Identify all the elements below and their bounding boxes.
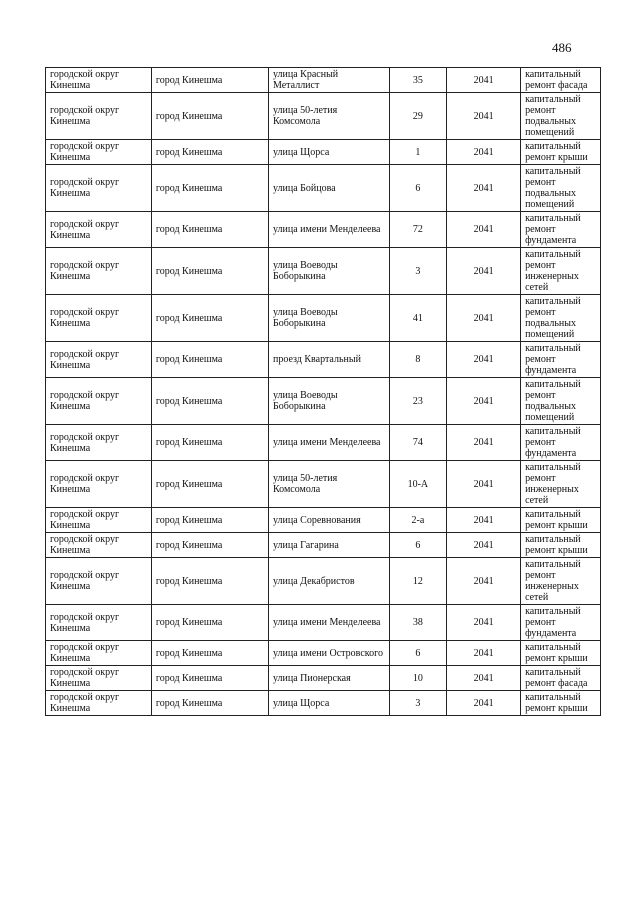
table-row <box>46 461 601 508</box>
table-cell: капитальный ремонт крыши <box>521 508 601 533</box>
table-cell: городской округ Кинешма <box>46 508 152 533</box>
table-cell: город Кинешма <box>151 342 268 378</box>
table-cell: городской округ Кинешма <box>46 378 152 425</box>
table-cell: капитальный ремонт крыши <box>521 691 601 716</box>
table-cell: 29 <box>389 93 447 140</box>
table-cell: проезд Квартальный <box>268 342 389 378</box>
table-cell: улица имени Менделеева <box>268 425 389 461</box>
table-cell: городской округ Кинешма <box>46 248 152 295</box>
table-cell: улица Воеводы Боборыкина <box>268 378 389 425</box>
table-cell: капитальный ремонт крыши <box>521 641 601 666</box>
table-cell: 10 <box>389 666 447 691</box>
table-cell: улица 50-летия Комсомола <box>268 461 389 508</box>
table-cell: 1 <box>389 140 447 165</box>
table-cell: 2-а <box>389 508 447 533</box>
table-cell: 2041 <box>447 248 521 295</box>
table-cell: 41 <box>389 295 447 342</box>
table-row <box>46 93 601 140</box>
table-row <box>46 666 601 691</box>
table-cell: 2041 <box>447 508 521 533</box>
table-cell: город Кинешма <box>151 533 268 558</box>
table-cell: 2041 <box>447 461 521 508</box>
table-cell: город Кинешма <box>151 378 268 425</box>
table-cell: капитальный ремонт подвальных помещений <box>521 93 601 140</box>
table-cell: капитальный ремонт фундамента <box>521 212 601 248</box>
table-row <box>46 68 601 93</box>
table-cell: улица Пионерская <box>268 666 389 691</box>
table-cell: городской округ Кинешма <box>46 212 152 248</box>
table-row <box>46 533 601 558</box>
table-cell: капитальный ремонт крыши <box>521 140 601 165</box>
table-row <box>46 558 601 605</box>
table-cell: капитальный ремонт фундамента <box>521 425 601 461</box>
table-cell: 2041 <box>447 691 521 716</box>
table-cell: 2041 <box>447 666 521 691</box>
table-cell: капитальный ремонт инженерных сетей <box>521 248 601 295</box>
table-cell: городской округ Кинешма <box>46 295 152 342</box>
table-cell: улица Щорса <box>268 691 389 716</box>
table-row <box>46 295 601 342</box>
table-cell: 2041 <box>447 165 521 212</box>
table-cell: 2041 <box>447 68 521 93</box>
table-cell: капитальный ремонт инженерных сетей <box>521 558 601 605</box>
table-cell: 2041 <box>447 378 521 425</box>
table-cell: 38 <box>389 605 447 641</box>
table-cell: городской округ Кинешма <box>46 605 152 641</box>
table-cell: капитальный ремонт подвальных помещений <box>521 378 601 425</box>
table-row <box>46 378 601 425</box>
table-row <box>46 425 601 461</box>
table-cell: 2041 <box>447 212 521 248</box>
table-cell: улица Гагарина <box>268 533 389 558</box>
table-cell: город Кинешма <box>151 558 268 605</box>
table-cell: капитальный ремонт крыши <box>521 533 601 558</box>
table-row <box>46 212 601 248</box>
table-cell: город Кинешма <box>151 93 268 140</box>
table-cell: 6 <box>389 641 447 666</box>
table-cell: город Кинешма <box>151 295 268 342</box>
table-cell: город Кинешма <box>151 140 268 165</box>
table-cell: улица Воеводы Боборыкина <box>268 295 389 342</box>
table-cell: город Кинешма <box>151 666 268 691</box>
table-row <box>46 508 601 533</box>
table-row <box>46 140 601 165</box>
table-cell: 2041 <box>447 93 521 140</box>
table-cell: 2041 <box>447 641 521 666</box>
table-cell: улица Щорса <box>268 140 389 165</box>
table-cell: 23 <box>389 378 447 425</box>
table-cell: 2041 <box>447 342 521 378</box>
table-cell: 8 <box>389 342 447 378</box>
table-cell: городской округ Кинешма <box>46 461 152 508</box>
table-cell: городской округ Кинешма <box>46 68 152 93</box>
table-cell: город Кинешма <box>151 248 268 295</box>
table-cell: улица 50-летия Комсомола <box>268 93 389 140</box>
table-cell: капитальный ремонт подвальных помещений <box>521 295 601 342</box>
table-cell: 2041 <box>447 533 521 558</box>
table-cell: городской округ Кинешма <box>46 165 152 212</box>
table-row <box>46 605 601 641</box>
table-cell: улица Красный Металлист <box>268 68 389 93</box>
table-cell: 6 <box>389 165 447 212</box>
repair-table <box>45 67 601 716</box>
table-cell: городской округ Кинешма <box>46 691 152 716</box>
table-cell: город Кинешма <box>151 605 268 641</box>
table-cell: 10-А <box>389 461 447 508</box>
table-cell: городской округ Кинешма <box>46 93 152 140</box>
table-cell: городской округ Кинешма <box>46 641 152 666</box>
table-cell: город Кинешма <box>151 165 268 212</box>
table-cell: город Кинешма <box>151 68 268 93</box>
table-cell: городской округ Кинешма <box>46 533 152 558</box>
table-cell: капитальный ремонт фасада <box>521 68 601 93</box>
table-cell: 2041 <box>447 558 521 605</box>
table-row <box>46 691 601 716</box>
table-cell: 12 <box>389 558 447 605</box>
table-cell: улица имени Менделеева <box>268 605 389 641</box>
table-row <box>46 641 601 666</box>
table-cell: 35 <box>389 68 447 93</box>
table-cell: капитальный ремонт фасада <box>521 666 601 691</box>
table-cell: город Кинешма <box>151 212 268 248</box>
table-cell: улица Воеводы Боборыкина <box>268 248 389 295</box>
table-cell: капитальный ремонт инженерных сетей <box>521 461 601 508</box>
table-cell: город Кинешма <box>151 691 268 716</box>
table-cell: улица Соревнования <box>268 508 389 533</box>
table-cell: 6 <box>389 533 447 558</box>
table-cell: городской округ Кинешма <box>46 425 152 461</box>
table-cell: 72 <box>389 212 447 248</box>
table-cell: город Кинешма <box>151 425 268 461</box>
table-cell: городской округ Кинешма <box>46 140 152 165</box>
table-cell: улица имени Островского <box>268 641 389 666</box>
table-cell: 74 <box>389 425 447 461</box>
table-cell: город Кинешма <box>151 508 268 533</box>
table-cell: 2041 <box>447 425 521 461</box>
table-cell: улица имени Менделеева <box>268 212 389 248</box>
table-cell: городской округ Кинешма <box>46 666 152 691</box>
table-cell: городской округ Кинешма <box>46 558 152 605</box>
table-cell: улица Декабристов <box>268 558 389 605</box>
table-cell: 2041 <box>447 140 521 165</box>
page-number: 486 <box>552 40 572 55</box>
table-row <box>46 165 601 212</box>
table-cell: 3 <box>389 248 447 295</box>
table-cell: улица Бойцова <box>268 165 389 212</box>
table-cell: капитальный ремонт подвальных помещений <box>521 165 601 212</box>
table-cell: город Кинешма <box>151 641 268 666</box>
table-cell: город Кинешма <box>151 461 268 508</box>
table-cell: капитальный ремонт фундамента <box>521 342 601 378</box>
table-cell: 3 <box>389 691 447 716</box>
table-row <box>46 248 601 295</box>
table-row <box>46 342 601 378</box>
table-cell: городской округ Кинешма <box>46 342 152 378</box>
table-cell: 2041 <box>447 295 521 342</box>
table-cell: капитальный ремонт фундамента <box>521 605 601 641</box>
table-cell: 2041 <box>447 605 521 641</box>
